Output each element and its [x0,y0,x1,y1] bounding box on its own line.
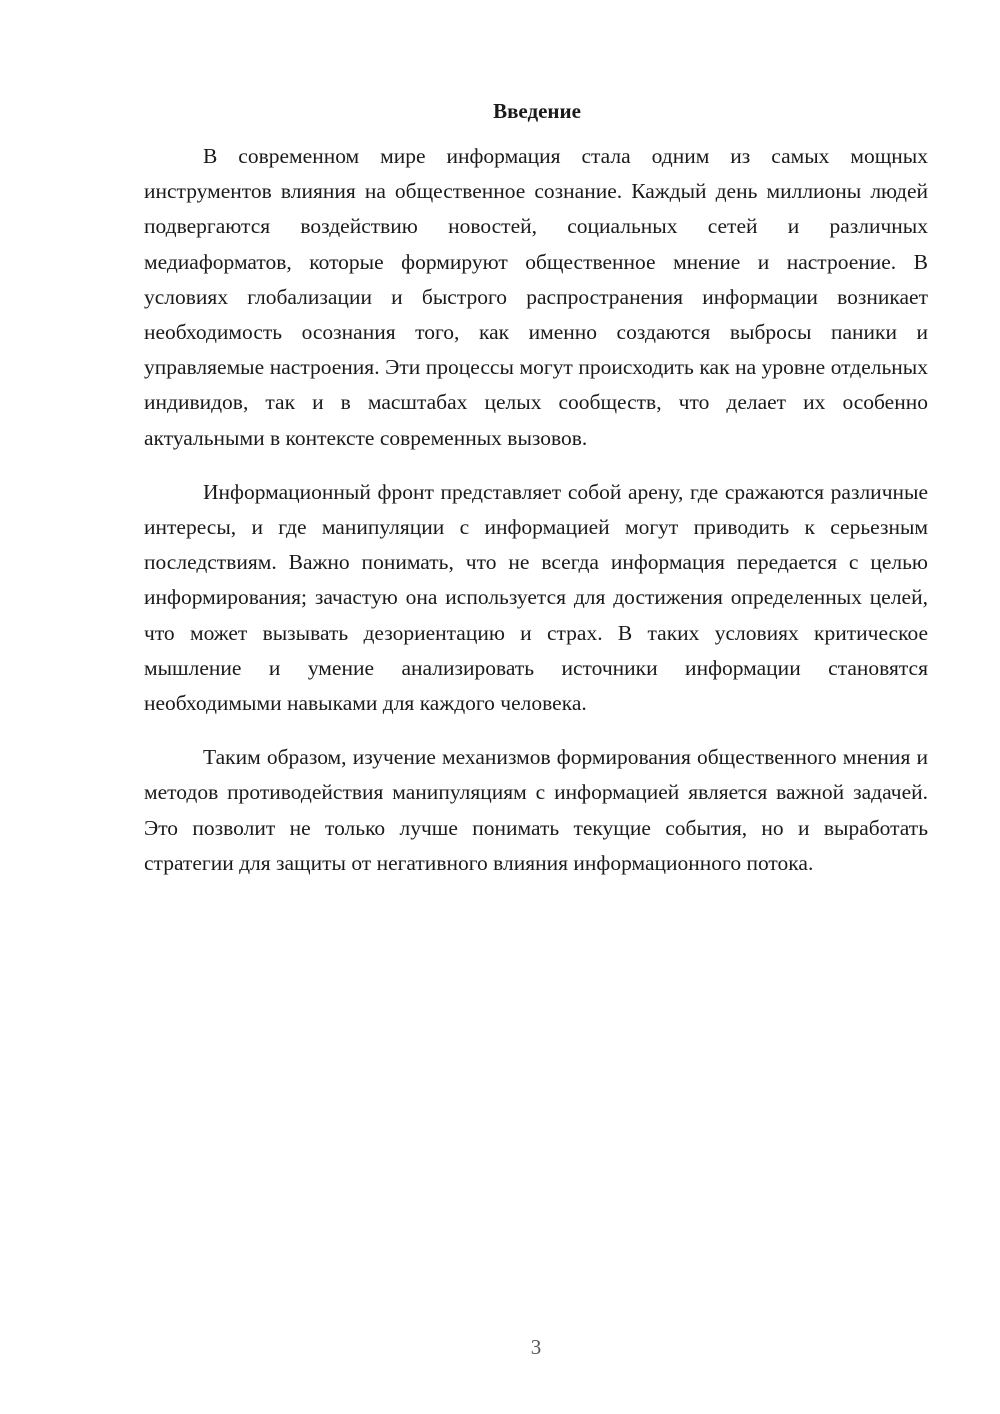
page-number: 3 [530,1335,542,1359]
paragraph-1: В современном мире информация стала одним из самых мощных инструментов влияния на общественное сознание. Каждый день миллионы людей подвергаются воздействию новостей, социальных сетей и различных медиаформатов, которые формируют общественное мнение и настроение. В условиях глобализации и быстрого распространения информации возникает необходимость осознания того, как именно создаются выбросы паники и управляемые настроения. Эти процессы могут происходить как на уровне отдельных индивидов, так и в масштабах целых сообществ, что делает их особенно актуальными в контексте современных вызовов. [144,144,928,450]
paragraph-3: Таким образом, изучение механизмов формирования общественного мнения и методов противодействия манипуляциям с информацией является важной задачей. Это позволит не только лучше понимать текущие события, но и выработать стратегии для защиты от негативного влияния информационного потока. [144,745,928,875]
paragraph-2: Информационный фронт представляет собой арену, где сражаются различные интересы, и где манипуляции с информацией могут приводить к серьезным последствиям. Важно понимать, что не всегда информация передается с целью информирования; зачастую она используется для достижения определенных целей, что может вызывать дезориентацию и страх. В таких условиях критическое мышление и умение анализировать источники информации становятся необходимыми навыками для каждого человека. [144,479,928,716]
section-title: Введение [493,99,581,123]
page-content [144,96,928,900]
